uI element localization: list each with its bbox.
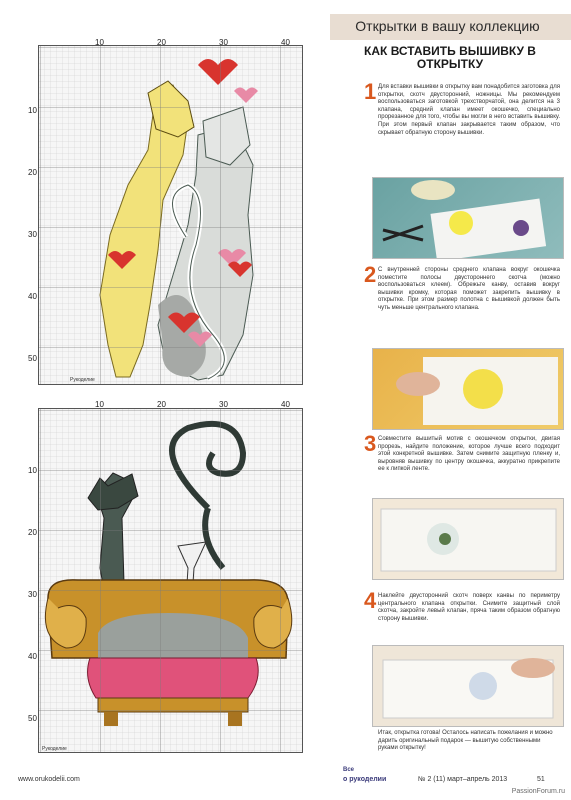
step-4-photo: [372, 645, 564, 727]
step-2-photo: [372, 348, 564, 430]
footer-issue: № 2 (11) март–апрель 2013: [418, 776, 508, 783]
chart-bottom-x-tick: 30: [219, 400, 228, 409]
step-3-photo: [372, 498, 564, 580]
closing-text: Итак, открытка готова! Осталось написать пожелания и можно дарить оригинальный подарок — вышитую собственными руками открытку!: [378, 730, 553, 752]
step-3-number: 3: [364, 431, 377, 456]
chart-top-x-tick: 20: [157, 38, 166, 47]
step-2-number: 2: [364, 262, 377, 287]
chart-top-y-tick: 10: [28, 106, 37, 115]
chart-bottom-x-tick: 40: [281, 400, 290, 409]
chart-bottom-y-tick: 10: [28, 466, 37, 475]
chart-top-y-tick: 50: [28, 354, 37, 363]
chart-bottom-x-tick: 20: [157, 400, 166, 409]
cats-pattern-art: [38, 45, 303, 385]
chart-top-x-tick: 10: [95, 38, 104, 47]
section-title: Открытки в вашу коллекцию: [355, 18, 540, 34]
footer-magazine-name: о рукоделии: [343, 776, 387, 783]
chart-top-y-tick: 30: [28, 230, 37, 239]
step-1-number: 1: [364, 79, 377, 104]
brand-logo: Рукоделие: [42, 746, 67, 752]
step-1-photo: [372, 177, 564, 259]
footer-magazine-top: Все: [343, 767, 355, 773]
step-3-text: Совместите вышитый мотив с окошечком открытки, двигая прорезь, найдите положение, которое лучше всего подходит этой конкретной вышивке. Затем снимите защитную пленку и, выровняв вышивку по центру окошечка, аккуратно прикрепите ее к липкой ленте.: [378, 436, 560, 473]
chart-bottom-y-tick: 20: [28, 528, 37, 537]
page-number: 51: [537, 776, 545, 783]
article-title: КАК ВСТАВИТЬ ВЫШИВКУ В ОТКРЫТКУ: [364, 44, 536, 71]
cat-on-sofa-pattern-art: [38, 408, 303, 753]
brand-logo: Рукоделие: [70, 377, 95, 383]
chart-bottom-y-tick: 30: [28, 590, 37, 599]
footer-website: www.orukodelii.com: [18, 776, 80, 783]
watermark: PassionForum.ru: [511, 788, 565, 795]
step-2-text: С внутренней стороны среднего клапана вокруг окошечка поместите полосы двустороннего скотча (можно воспользоваться клеем). Обрежьте канву, оставив вокруг вышивки кромку, которая поможет закрепить вышивку в открытке. При этом размер полотна с вышивкой должен быть чуть меньше центрального клапана.: [378, 267, 560, 311]
chart-bottom-x-tick: 10: [95, 400, 104, 409]
cross-stitch-chart-bottom: [38, 408, 303, 753]
step-4-text: Наклейте двусторонний скотч поверх канвы по периметру центрального клапана открытки. Снимите защитный слой скотча, закройте левый клапан, пряча таким образом обратную сторону вышивки.: [378, 593, 560, 622]
chart-top-x-tick: 40: [281, 38, 290, 47]
chart-top-y-tick: 40: [28, 292, 37, 301]
chart-top-x-tick: 30: [219, 38, 228, 47]
step-4-number: 4: [364, 588, 377, 613]
chart-top-y-tick: 20: [28, 168, 37, 177]
cross-stitch-chart-top: [38, 45, 303, 385]
step-1-text: Для вставки вышивки в открытку вам понадобится заготовка для открытки, скотч двусторонний, ножницы. Мы рекомендуем воспользоваться заготовкой трехстворчатой, она делится на 3 клапана, средний клапан имеет окошечко, специально прорезанное для того, чтобы вы могли в него вставить вышивку. При этом первый клапан закрывается таким образом, что скрывает обратную сторону вышивки.: [378, 84, 560, 136]
chart-bottom-y-tick: 50: [28, 714, 37, 723]
chart-bottom-y-tick: 40: [28, 652, 37, 661]
